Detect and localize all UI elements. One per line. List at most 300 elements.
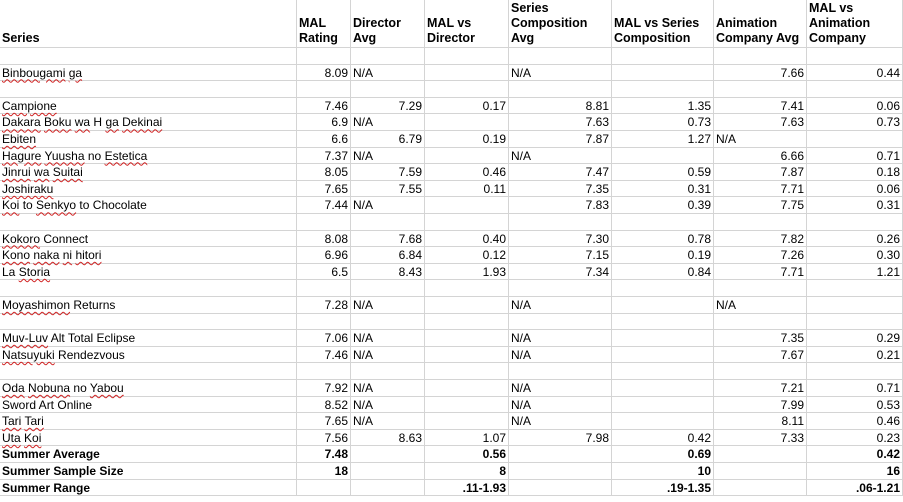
cell-series[interactable]	[0, 297, 297, 313]
cell-mal-vs-anim-company[interactable]	[807, 114, 903, 130]
cell-mal-vs-director[interactable]	[425, 413, 509, 429]
cell-mal-vs-director[interactable]	[425, 65, 509, 81]
cell-mal-vs-director[interactable]	[425, 114, 509, 130]
cell-mal-rating[interactable]	[297, 430, 351, 446]
cell-anim-company-avg[interactable]	[714, 330, 807, 346]
cell-value: 0.59	[687, 165, 711, 180]
cell-series[interactable]	[0, 314, 297, 330]
cell-mal-rating[interactable]	[297, 131, 351, 147]
cell-series[interactable]	[0, 48, 297, 64]
cell-mal-rating[interactable]	[297, 314, 351, 330]
cell-mal-vs-anim-company[interactable]	[807, 430, 903, 446]
cell-mal-vs-series-comp[interactable]	[612, 397, 714, 413]
cell-value: 0.21	[876, 347, 900, 362]
cell-value: 7.56	[324, 430, 348, 445]
header-line: Company	[809, 31, 866, 45]
cell-series-comp-avg[interactable]	[509, 98, 612, 114]
cell-series-comp-avg[interactable]	[509, 380, 612, 396]
cell-mal-vs-anim-company[interactable]	[807, 131, 903, 147]
cell-series[interactable]	[0, 397, 297, 413]
cell-value: 0.12	[482, 248, 506, 263]
cell-mal-vs-director[interactable]	[425, 347, 509, 363]
cell-value: 7.59	[398, 165, 422, 180]
cell-value: 7.98	[585, 430, 609, 445]
cell-anim-company-avg[interactable]	[714, 48, 807, 64]
cell-mal-vs-series-comp[interactable]	[612, 164, 714, 180]
cell-series-comp-avg[interactable]	[509, 148, 612, 164]
cell-director-avg[interactable]	[351, 446, 425, 462]
cell-anim-company-avg[interactable]	[714, 164, 807, 180]
cell-director-avg[interactable]	[351, 148, 425, 164]
cell-mal-vs-series-comp[interactable]	[612, 247, 714, 263]
cell-director-avg[interactable]	[351, 214, 425, 230]
cell-series[interactable]	[0, 65, 297, 81]
cell-value: 7.55	[398, 181, 422, 196]
cell-director-avg[interactable]	[351, 480, 425, 496]
cell-series-comp-avg[interactable]	[509, 247, 612, 263]
cell-value: Summer Range	[2, 480, 91, 495]
cell-director-avg[interactable]	[351, 363, 425, 379]
cell-value: N/A	[511, 414, 532, 429]
cell-value: 8	[499, 464, 506, 478]
cell-value: 0.26	[876, 231, 900, 246]
cell-series-comp-avg[interactable]	[509, 264, 612, 280]
cell-anim-company-avg[interactable]	[714, 314, 807, 330]
cell-series-comp-avg[interactable]	[509, 214, 612, 230]
cell-value: .19-1.35	[666, 480, 711, 495]
cell-mal-vs-series-comp[interactable]	[612, 363, 714, 379]
cell-mal-vs-director[interactable]	[425, 231, 509, 247]
cell-mal-vs-series-comp[interactable]	[612, 98, 714, 114]
cell-mal-vs-anim-company[interactable]	[807, 297, 903, 313]
cell-value: 7.33	[780, 430, 804, 445]
cell-mal-vs-director[interactable]	[425, 463, 509, 479]
cell-director-avg[interactable]	[351, 380, 425, 396]
cell-series[interactable]	[0, 463, 297, 479]
table-row	[0, 131, 903, 148]
cell-mal-rating[interactable]	[297, 247, 351, 263]
cell-value: 7.63	[585, 115, 609, 130]
cell-value: N/A	[511, 397, 532, 412]
cell-mal-vs-director[interactable]	[425, 98, 509, 114]
cell-mal-vs-series-comp[interactable]	[612, 446, 714, 462]
cell-mal-vs-series-comp[interactable]	[612, 131, 714, 147]
blank-row	[0, 81, 903, 98]
cell-mal-vs-director[interactable]	[425, 446, 509, 462]
cell-anim-company-avg[interactable]	[714, 480, 807, 496]
cell-value: 6.96	[324, 248, 348, 263]
cell-mal-vs-series-comp[interactable]	[612, 280, 714, 296]
cell-mal-vs-anim-company[interactable]	[807, 446, 903, 462]
cell-mal-vs-anim-company[interactable]	[807, 148, 903, 164]
cell-value: 0.84	[687, 264, 711, 279]
cell-series[interactable]	[0, 148, 297, 164]
cell-series-comp-avg[interactable]	[509, 280, 612, 296]
cell-director-avg[interactable]	[351, 280, 425, 296]
cell-mal-vs-series-comp[interactable]	[612, 330, 714, 346]
cell-mal-rating[interactable]	[297, 363, 351, 379]
cell-mal-vs-anim-company[interactable]	[807, 214, 903, 230]
cell-series-comp-avg[interactable]	[509, 231, 612, 247]
cell-mal-vs-series-comp[interactable]	[612, 264, 714, 280]
cell-mal-vs-anim-company[interactable]	[807, 65, 903, 81]
cell-mal-vs-series-comp[interactable]	[612, 314, 714, 330]
cell-mal-vs-anim-company[interactable]	[807, 231, 903, 247]
cell-anim-company-avg[interactable]	[714, 114, 807, 130]
cell-mal-rating[interactable]	[297, 446, 351, 462]
cell-anim-company-avg[interactable]	[714, 397, 807, 413]
cell-director-avg[interactable]	[351, 430, 425, 446]
cell-mal-vs-anim-company[interactable]	[807, 181, 903, 197]
cell-director-avg[interactable]	[351, 197, 425, 213]
cell-mal-vs-director[interactable]	[425, 214, 509, 230]
cell-director-avg[interactable]	[351, 463, 425, 479]
cell-anim-company-avg[interactable]	[714, 380, 807, 396]
cell-mal-vs-director[interactable]	[425, 81, 509, 97]
cell-series-comp-avg[interactable]	[509, 446, 612, 462]
header-mal-vs-director[interactable]	[425, 0, 509, 47]
series-word: Suitai	[52, 165, 83, 180]
cell-anim-company-avg[interactable]	[714, 131, 807, 147]
table-row	[0, 197, 903, 214]
cell-series-comp-avg[interactable]	[509, 297, 612, 313]
cell-director-avg[interactable]	[351, 231, 425, 247]
series-word: Senkyo	[36, 198, 77, 213]
cell-anim-company-avg[interactable]	[714, 197, 807, 213]
cell-value: 0.69	[687, 447, 711, 462]
cell-value: 0.30	[876, 248, 900, 263]
cell-mal-rating[interactable]	[297, 81, 351, 97]
cell-director-avg[interactable]	[351, 48, 425, 64]
cell-value: 7.67	[780, 347, 804, 362]
cell-series-comp-avg[interactable]	[509, 330, 612, 346]
cell-director-avg[interactable]	[351, 314, 425, 330]
cell-value: 7.71	[780, 264, 804, 279]
cell-series-comp-avg[interactable]	[509, 430, 612, 446]
cell-director-avg[interactable]	[351, 297, 425, 313]
cell-mal-vs-anim-company[interactable]	[807, 314, 903, 330]
cell-mal-rating[interactable]	[297, 347, 351, 363]
cell-mal-vs-director[interactable]	[425, 430, 509, 446]
cell-mal-vs-director[interactable]	[425, 131, 509, 147]
cell-series-comp-avg[interactable]	[509, 81, 612, 97]
cell-mal-vs-anim-company[interactable]	[807, 81, 903, 97]
cell-mal-vs-director[interactable]	[425, 480, 509, 496]
cell-value: 0.42	[876, 447, 900, 462]
series-word: Yabou	[89, 381, 124, 395]
cell-director-avg[interactable]	[351, 247, 425, 263]
series-word: Kokoro	[2, 231, 41, 246]
cell-mal-rating[interactable]	[297, 330, 351, 346]
cell-anim-company-avg[interactable]	[714, 81, 807, 97]
cell-value: Summer Sample Size	[2, 464, 124, 478]
cell-mal-vs-series-comp[interactable]	[612, 181, 714, 197]
cell-mal-vs-director[interactable]	[425, 264, 509, 280]
cell-series[interactable]	[0, 231, 297, 247]
cell-series[interactable]	[0, 181, 297, 197]
cell-mal-vs-anim-company[interactable]	[807, 397, 903, 413]
cell-series[interactable]	[0, 247, 297, 263]
cell-mal-vs-series-comp[interactable]	[612, 463, 714, 479]
cell-mal-vs-series-comp[interactable]	[612, 430, 714, 446]
cell-director-avg[interactable]	[351, 264, 425, 280]
cell-series-comp-avg[interactable]	[509, 114, 612, 130]
cell-series[interactable]	[0, 413, 297, 429]
cell-mal-vs-director[interactable]	[425, 280, 509, 296]
cell-series[interactable]	[0, 214, 297, 230]
cell-series[interactable]	[0, 131, 297, 147]
cell-mal-vs-anim-company[interactable]	[807, 280, 903, 296]
cell-series[interactable]	[0, 280, 297, 296]
cell-series[interactable]	[0, 347, 297, 363]
series-word: Nobuna	[28, 381, 71, 395]
cell-mal-vs-anim-company[interactable]	[807, 463, 903, 479]
cell-director-avg[interactable]	[351, 181, 425, 197]
cell-mal-rating[interactable]	[297, 380, 351, 396]
cell-series-comp-avg[interactable]	[509, 65, 612, 81]
cell-mal-vs-anim-company[interactable]	[807, 363, 903, 379]
cell-mal-rating[interactable]	[297, 197, 351, 213]
cell-value: 18	[334, 464, 348, 478]
header-series-comp-avg[interactable]	[509, 0, 612, 47]
cell-value: N/A	[511, 331, 532, 346]
cell-anim-company-avg[interactable]	[714, 347, 807, 363]
cell-mal-vs-series-comp[interactable]	[612, 197, 714, 213]
cell-mal-vs-director[interactable]	[425, 181, 509, 197]
cell-mal-rating[interactable]	[297, 65, 351, 81]
cell-series[interactable]	[0, 363, 297, 379]
cell-director-avg[interactable]	[351, 164, 425, 180]
cell-anim-company-avg[interactable]	[714, 247, 807, 263]
cell-mal-vs-series-comp[interactable]	[612, 81, 714, 97]
cell-anim-company-avg[interactable]	[714, 297, 807, 313]
cell-anim-company-avg[interactable]	[714, 231, 807, 247]
cell-anim-company-avg[interactable]	[714, 446, 807, 462]
header-series[interactable]	[0, 0, 297, 47]
series-word: Ebiten	[2, 132, 37, 146]
series-word: Rendezvous	[58, 347, 125, 362]
cell-director-avg[interactable]	[351, 330, 425, 346]
series-word: wa	[74, 115, 91, 130]
cell-anim-company-avg[interactable]	[714, 181, 807, 197]
cell-value: 7.06	[324, 331, 348, 346]
cell-director-avg[interactable]	[351, 347, 425, 363]
cell-value: 7.71	[780, 181, 804, 196]
cell-mal-vs-director[interactable]	[425, 48, 509, 64]
cell-series-comp-avg[interactable]	[509, 131, 612, 147]
cell-series-comp-avg[interactable]	[509, 164, 612, 180]
cell-series-comp-avg[interactable]	[509, 480, 612, 496]
cell-value: 1.27	[687, 132, 711, 146]
series-word: Oda	[2, 381, 25, 395]
header-line: MAL vs	[809, 1, 854, 15]
series-word: ga	[68, 65, 83, 80]
cell-mal-vs-anim-company[interactable]	[807, 48, 903, 64]
cell-series[interactable]	[0, 264, 297, 280]
series-word: Connect	[43, 231, 89, 246]
cell-value: 7.26	[780, 248, 804, 263]
cell-mal-vs-series-comp[interactable]	[612, 48, 714, 64]
cell-value: 0.31	[687, 181, 711, 196]
cell-mal-rating[interactable]	[297, 297, 351, 313]
cell-series[interactable]	[0, 430, 297, 446]
cell-mal-vs-anim-company[interactable]	[807, 480, 903, 496]
cell-series[interactable]	[0, 380, 297, 396]
cell-mal-vs-director[interactable]	[425, 148, 509, 164]
cell-value: 0.46	[482, 165, 506, 180]
cell-mal-vs-anim-company[interactable]	[807, 264, 903, 280]
cell-director-avg[interactable]	[351, 65, 425, 81]
cell-value: N/A	[353, 298, 374, 312]
cell-series[interactable]	[0, 98, 297, 114]
series-word: Moyashimon	[2, 298, 71, 312]
cell-value: N/A	[353, 331, 374, 346]
cell-series[interactable]	[0, 81, 297, 97]
cell-anim-company-avg[interactable]	[714, 430, 807, 446]
cell-series[interactable]	[0, 330, 297, 346]
cell-mal-rating[interactable]	[297, 148, 351, 164]
cell-anim-company-avg[interactable]	[714, 463, 807, 479]
cell-anim-company-avg[interactable]	[714, 413, 807, 429]
blank-row	[0, 214, 903, 231]
cell-director-avg[interactable]	[351, 81, 425, 97]
series-word: Boku	[44, 115, 72, 130]
cell-series[interactable]	[0, 480, 297, 496]
cell-mal-rating[interactable]	[297, 48, 351, 64]
series-word: Natsuyuki	[2, 347, 55, 362]
cell-mal-vs-series-comp[interactable]	[612, 65, 714, 81]
cell-director-avg[interactable]	[351, 131, 425, 147]
cell-value: .11-1.93	[462, 480, 506, 495]
cell-series-comp-avg[interactable]	[509, 347, 612, 363]
cell-mal-vs-director[interactable]	[425, 330, 509, 346]
cell-mal-rating[interactable]	[297, 264, 351, 280]
cell-mal-rating[interactable]	[297, 98, 351, 114]
cell-mal-vs-director[interactable]	[425, 397, 509, 413]
cell-mal-vs-director[interactable]	[425, 197, 509, 213]
cell-mal-rating[interactable]	[297, 463, 351, 479]
cell-mal-rating[interactable]	[297, 480, 351, 496]
cell-series-comp-avg[interactable]	[509, 48, 612, 64]
header-line: Avg	[511, 31, 535, 45]
cell-mal-vs-series-comp[interactable]	[612, 114, 714, 130]
cell-mal-rating[interactable]	[297, 114, 351, 130]
cell-series-comp-avg[interactable]	[509, 397, 612, 413]
cell-mal-vs-anim-company[interactable]	[807, 247, 903, 263]
cell-director-avg[interactable]	[351, 413, 425, 429]
header-mal-vs-anim-company[interactable]	[807, 0, 903, 47]
cell-series[interactable]	[0, 446, 297, 462]
cell-value: N/A	[511, 381, 532, 395]
cell-anim-company-avg[interactable]	[714, 98, 807, 114]
cell-series-comp-avg[interactable]	[509, 181, 612, 197]
cell-anim-company-avg[interactable]	[714, 65, 807, 81]
cell-mal-vs-director[interactable]	[425, 314, 509, 330]
cell-director-avg[interactable]	[351, 98, 425, 114]
cell-mal-vs-anim-company[interactable]	[807, 347, 903, 363]
cell-mal-vs-director[interactable]	[425, 247, 509, 263]
cell-mal-vs-anim-company[interactable]	[807, 164, 903, 180]
cell-value: 7.82	[780, 231, 804, 246]
cell-mal-vs-series-comp[interactable]	[612, 148, 714, 164]
cell-mal-vs-series-comp[interactable]	[612, 214, 714, 230]
header-mal-rating[interactable]	[297, 0, 351, 47]
cell-mal-rating[interactable]	[297, 164, 351, 180]
cell-director-avg[interactable]	[351, 114, 425, 130]
table-row	[0, 297, 903, 314]
cell-series[interactable]	[0, 197, 297, 213]
series-word: hitori	[75, 248, 102, 263]
series-word: Tari	[24, 414, 44, 429]
cell-mal-vs-series-comp[interactable]	[612, 480, 714, 496]
cell-mal-vs-director[interactable]	[425, 363, 509, 379]
table-row	[0, 430, 903, 447]
blank-row	[0, 48, 903, 65]
cell-series[interactable]	[0, 114, 297, 130]
cell-mal-vs-anim-company[interactable]	[807, 197, 903, 213]
cell-anim-company-avg[interactable]	[714, 214, 807, 230]
cell-value: 0.44	[876, 65, 900, 80]
cell-mal-rating[interactable]	[297, 397, 351, 413]
header-director-avg[interactable]	[351, 0, 425, 47]
cell-mal-rating[interactable]	[297, 181, 351, 197]
cell-value: 8.11	[781, 414, 804, 429]
cell-value: 7.41	[780, 98, 804, 113]
cell-mal-vs-series-comp[interactable]	[612, 297, 714, 313]
cell-value: 0.06	[876, 98, 900, 113]
cell-mal-rating[interactable]	[297, 413, 351, 429]
cell-anim-company-avg[interactable]	[714, 280, 807, 296]
series-word: ni	[62, 248, 73, 263]
cell-mal-rating[interactable]	[297, 214, 351, 230]
cell-mal-rating[interactable]	[297, 280, 351, 296]
header-mal-vs-series-comp[interactable]	[612, 0, 714, 47]
cell-mal-vs-director[interactable]	[425, 297, 509, 313]
cell-mal-vs-director[interactable]	[425, 380, 509, 396]
cell-value: 7.48	[324, 447, 348, 462]
cell-series-comp-avg[interactable]	[509, 363, 612, 379]
cell-mal-vs-series-comp[interactable]	[612, 380, 714, 396]
cell-mal-vs-anim-company[interactable]	[807, 98, 903, 114]
cell-anim-company-avg[interactable]	[714, 148, 807, 164]
header-row	[0, 0, 903, 48]
cell-mal-vs-anim-company[interactable]	[807, 413, 903, 429]
cell-value: 0.71	[876, 148, 900, 163]
cell-value: .06-1.21	[855, 480, 900, 495]
series-word: to	[22, 198, 33, 213]
cell-mal-vs-anim-company[interactable]	[807, 380, 903, 396]
cell-mal-vs-anim-company[interactable]	[807, 330, 903, 346]
header-anim-company-avg[interactable]	[714, 0, 807, 47]
cell-anim-company-avg[interactable]	[714, 264, 807, 280]
cell-anim-company-avg[interactable]	[714, 363, 807, 379]
cell-series-comp-avg[interactable]	[509, 463, 612, 479]
cell-director-avg[interactable]	[351, 397, 425, 413]
cell-series[interactable]	[0, 164, 297, 180]
cell-series-comp-avg[interactable]	[509, 197, 612, 213]
cell-mal-vs-series-comp[interactable]	[612, 413, 714, 429]
header-line: Animation	[809, 16, 871, 30]
cell-series-comp-avg[interactable]	[509, 413, 612, 429]
cell-value: 0.42	[687, 430, 711, 445]
cell-mal-rating[interactable]	[297, 231, 351, 247]
cell-mal-vs-series-comp[interactable]	[612, 347, 714, 363]
blank-row	[0, 314, 903, 331]
table-row	[0, 397, 903, 414]
cell-mal-vs-series-comp[interactable]	[612, 231, 714, 247]
cell-series-comp-avg[interactable]	[509, 314, 612, 330]
cell-mal-vs-director[interactable]	[425, 164, 509, 180]
